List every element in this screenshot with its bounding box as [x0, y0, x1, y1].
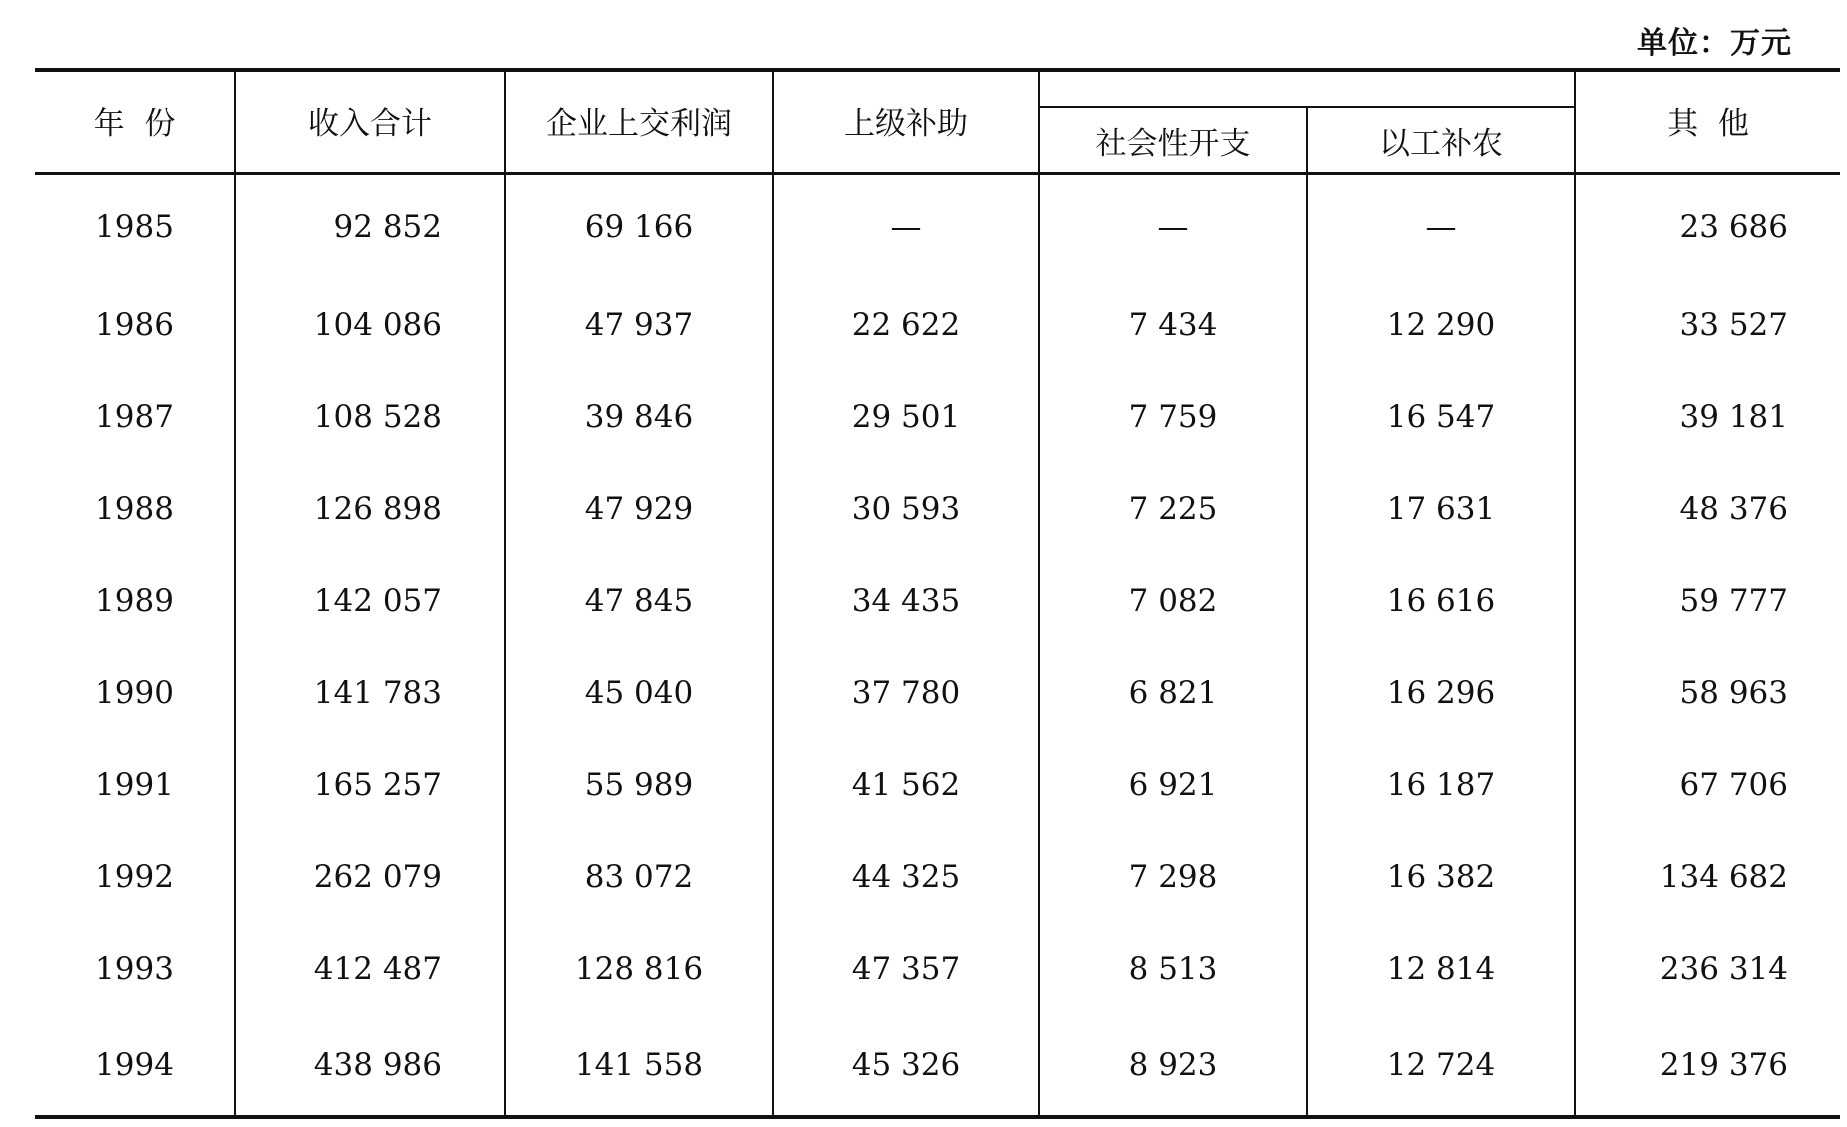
cell-superior-subsidy: 45 326: [773, 1015, 1039, 1117]
cell-total-income: 104 086: [235, 279, 505, 371]
cell-total-income: 262 079: [235, 831, 505, 923]
header-total-income: 收入合计: [235, 70, 505, 174]
cell-superior-subsidy: 29 501: [851, 399, 961, 435]
cell-enterprise-profit: 128 816: [505, 923, 773, 1015]
cell-total-income: 92 852: [235, 174, 505, 280]
cell-year: 1988: [35, 463, 235, 555]
cell-social-expense: 7 434: [1039, 279, 1307, 371]
cell-year: 1991: [35, 739, 235, 831]
cell-year: 1989: [35, 555, 235, 647]
cell-industry-support-agriculture: 16 382: [1307, 831, 1575, 923]
table-row: [35, 923, 1840, 1015]
cell-total-income: 438 986: [235, 1015, 505, 1117]
income-table: [35, 68, 1840, 1119]
cell-other: 134 682: [1659, 859, 1788, 895]
table-header: [35, 70, 1840, 174]
table-row: [35, 1015, 1840, 1117]
table-row: [35, 647, 1840, 739]
cell-superior-subsidy: 41 562: [851, 767, 961, 803]
cell-year: 1986: [35, 279, 235, 371]
cell-social-expense: 7 759: [1039, 371, 1307, 463]
cell-year: 1993: [35, 923, 235, 1015]
cell-superior-subsidy: 34 435: [851, 583, 961, 619]
header-superior-subsidy: 上级补助: [773, 70, 1039, 174]
table-row: [35, 463, 1840, 555]
header-industry-support-agriculture: 以工补农: [1307, 107, 1575, 174]
cell-year: 1987: [35, 371, 235, 463]
table-row: [35, 739, 1840, 831]
table-row: [35, 279, 1840, 371]
cell-year: 1985: [35, 174, 235, 280]
cell-superior-subsidy: 37 780: [851, 675, 961, 711]
cell-other: 67 706: [1679, 767, 1788, 803]
cell-other: 219 376: [1575, 1015, 1840, 1117]
cell-social-expense: 8 513: [1039, 923, 1307, 1015]
cell-superior-subsidy: —: [773, 174, 1039, 280]
cell-enterprise-profit: 39 846: [505, 371, 773, 463]
table-body: [35, 174, 1840, 1118]
cell-other: 58 963: [1679, 675, 1788, 711]
cell-industry-support-agriculture: 17 631: [1307, 463, 1575, 555]
cell-other: 39 181: [1679, 399, 1788, 435]
unit-label: 单位：万元: [1637, 26, 1792, 61]
header-row-top: [35, 70, 1840, 107]
cell-social-expense: 7 082: [1039, 555, 1307, 647]
cell-enterprise-profit: 83 072: [505, 831, 773, 923]
cell-other: 33 527: [1679, 307, 1788, 343]
cell-superior-subsidy: 22 622: [851, 307, 961, 343]
cell-enterprise-profit: 47 929: [505, 463, 773, 555]
cell-industry-support-agriculture: 16 547: [1307, 371, 1575, 463]
cell-total-income: 142 057: [235, 555, 505, 647]
cell-total-income: 108 528: [235, 371, 505, 463]
cell-year: 1990: [35, 647, 235, 739]
cell-superior-subsidy: 47 357: [851, 951, 961, 987]
cell-enterprise-profit: 45 040: [505, 647, 773, 739]
cell-social-expense: 7 298: [1039, 831, 1307, 923]
cell-industry-support-agriculture: 12 290: [1307, 279, 1575, 371]
cell-total-income: 126 898: [235, 463, 505, 555]
header-enterprise-profit: 企业上交利润: [505, 70, 773, 174]
cell-enterprise-profit: 141 558: [505, 1015, 773, 1117]
cell-total-income: 412 487: [235, 923, 505, 1015]
cell-industry-support-agriculture: 16 187: [1307, 739, 1575, 831]
cell-industry-support-agriculture: 12 724: [1307, 1015, 1575, 1117]
cell-social-expense: 8 923: [1039, 1015, 1307, 1117]
cell-superior-subsidy: 44 325: [851, 859, 961, 895]
cell-industry-support-agriculture: 16 616: [1307, 555, 1575, 647]
cell-enterprise-profit: 69 166: [505, 174, 773, 280]
cell-other: 59 777: [1679, 583, 1788, 619]
cell-industry-support-agriculture: 12 814: [1307, 923, 1575, 1015]
cell-other: 23 686: [1575, 174, 1840, 280]
income-table-container: [35, 68, 1840, 1119]
cell-year: 1992: [35, 831, 235, 923]
cell-other: 236 314: [1659, 951, 1788, 987]
cell-enterprise-profit: 47 937: [505, 279, 773, 371]
cell-enterprise-profit: 55 989: [505, 739, 773, 831]
header-social-expense: 社会性开支: [1039, 107, 1307, 174]
cell-industry-support-agriculture: —: [1307, 174, 1575, 280]
table-row: [35, 555, 1840, 647]
table-row: [35, 831, 1840, 923]
table-row: [35, 371, 1840, 463]
cell-other: 48 376: [1679, 491, 1788, 527]
header-year: 年 份: [35, 70, 235, 174]
cell-total-income: 141 783: [235, 647, 505, 739]
cell-total-income: 165 257: [235, 739, 505, 831]
cell-enterprise-profit: 47 845: [505, 555, 773, 647]
cell-social-expense: 6 921: [1039, 739, 1307, 831]
cell-superior-subsidy: 30 593: [851, 491, 961, 527]
header-subgroup-spacer: [1039, 70, 1575, 107]
cell-year: 1994: [35, 1015, 235, 1117]
table-row: [35, 174, 1840, 280]
cell-social-expense: 7 225: [1039, 463, 1307, 555]
cell-social-expense: —: [1039, 174, 1307, 280]
cell-social-expense: 6 821: [1039, 647, 1307, 739]
header-other: 其 他: [1575, 70, 1840, 174]
cell-industry-support-agriculture: 16 296: [1307, 647, 1575, 739]
